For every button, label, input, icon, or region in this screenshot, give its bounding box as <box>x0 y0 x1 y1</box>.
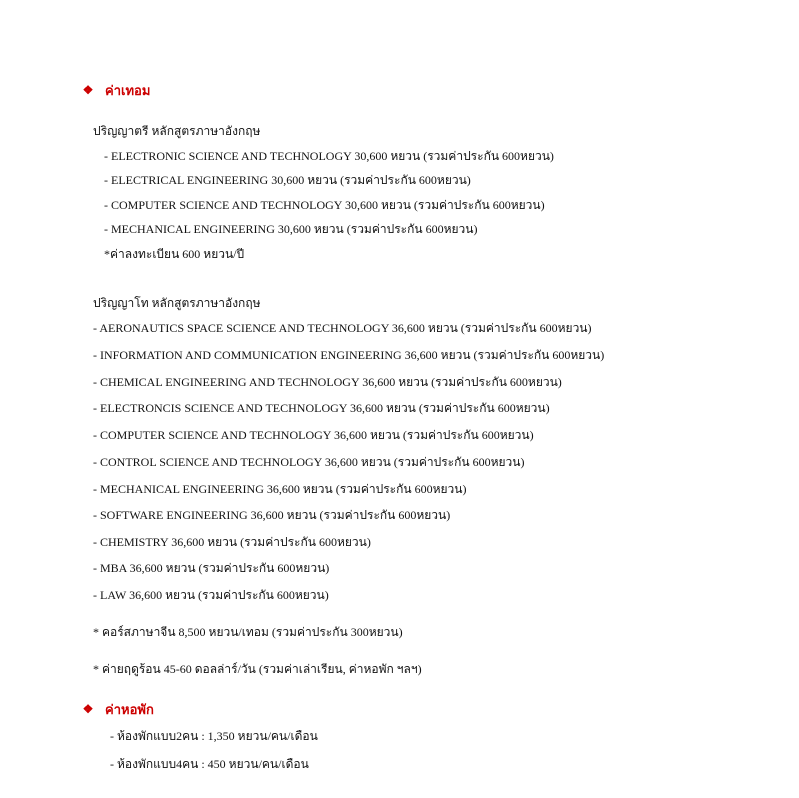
chinese-course-note: * คอร์สภาษาจีน 8,500 หยวน/เทอม (รวมค่าประกัน 300หยวน) <box>93 625 403 639</box>
summer-course-note: * ค่ายฤดูร้อน 45-60 ดอลล่าร์/วัน (รวมค่าเล่าเรียน, ค่าหอพัก ฯลฯ) <box>93 662 422 676</box>
dorm-heading <box>81 699 154 720</box>
registration-note: *ค่าลงทะเบียน 600 หยวน/ปี <box>104 247 245 261</box>
master-program-item: - INFORMATION AND COMMUNICATION ENGINEERING 36,600 หยวน (รวมค่าประกัน 600หยวน) <box>93 348 605 362</box>
diamond-bullet-icon: ❖ <box>82 702 94 716</box>
master-program-item: - LAW 36,600 หยวน (รวมค่าประกัน 600หยวน) <box>93 588 329 602</box>
master-program-item: - AERONAUTICS SPACE SCIENCE AND TECHNOLOGY 36,600 หยวน (รวมค่าประกัน 600หยวน) <box>93 321 592 335</box>
dorm-item: - ห้องพักแบบ2คน : 1,350 หยวน/คน/เดือน <box>110 729 318 743</box>
bachelor-program-item: - COMPUTER SCIENCE AND TECHNOLOGY 30,600 หยวน (รวมค่าประกัน 600หยวน) <box>104 198 545 212</box>
diamond-bullet-icon: ❖ <box>82 83 94 97</box>
master-program-item: - ELECTRONCIS SCIENCE AND TECHNOLOGY 36,600 หยวน (รวมค่าประกัน 600หยวน) <box>93 401 550 415</box>
dorm-item: - ห้องพักแบบ4คน : 450 หยวน/คน/เดือน <box>110 757 309 771</box>
master-program-item: - MBA 36,600 หยวน (รวมค่าประกัน 600หยวน) <box>93 561 330 575</box>
dorm-title: ค่าหอพัก <box>105 702 154 717</box>
tuition-heading <box>81 80 150 101</box>
master-title: ปริญญาโท หลักสูตรภาษาอังกฤษ <box>93 296 261 310</box>
master-program-item: - CHEMISTRY 36,600 หยวน (รวมค่าประกัน 600หยวน) <box>93 535 371 549</box>
bachelor-program-item: - ELECTRONIC SCIENCE AND TECHNOLOGY 30,600 หยวน (รวมค่าประกัน 600หยวน) <box>104 149 554 163</box>
bachelor-title: ปริญญาตรี หลักสูตรภาษาอังกฤษ <box>93 124 261 138</box>
master-program-item: - COMPUTER SCIENCE AND TECHNOLOGY 36,600 หยวน (รวมค่าประกัน 600หยวน) <box>93 428 534 442</box>
master-program-item: - MECHANICAL ENGINEERING 36,600 หยวน (รวมค่าประกัน 600หยวน) <box>93 482 467 496</box>
master-program-item: - SOFTWARE ENGINEERING 36,600 หยวน (รวมค่าประกัน 600หยวน) <box>93 508 451 522</box>
master-program-item: - CONTROL SCIENCE AND TECHNOLOGY 36,600 หยวน (รวมค่าประกัน 600หยวน) <box>93 455 525 469</box>
tuition-title: ค่าเทอม <box>105 83 151 98</box>
bachelor-program-item: - ELECTRICAL ENGINEERING 30,600 หยวน (รวมค่าประกัน 600หยวน) <box>104 173 471 187</box>
bachelor-program-item: - MECHANICAL ENGINEERING 30,600 หยวน (รวมค่าประกัน 600หยวน) <box>104 222 478 236</box>
master-program-item: - CHEMICAL ENGINEERING AND TECHNOLOGY 36,600 หยวน (รวมค่าประกัน 600หยวน) <box>93 375 562 389</box>
